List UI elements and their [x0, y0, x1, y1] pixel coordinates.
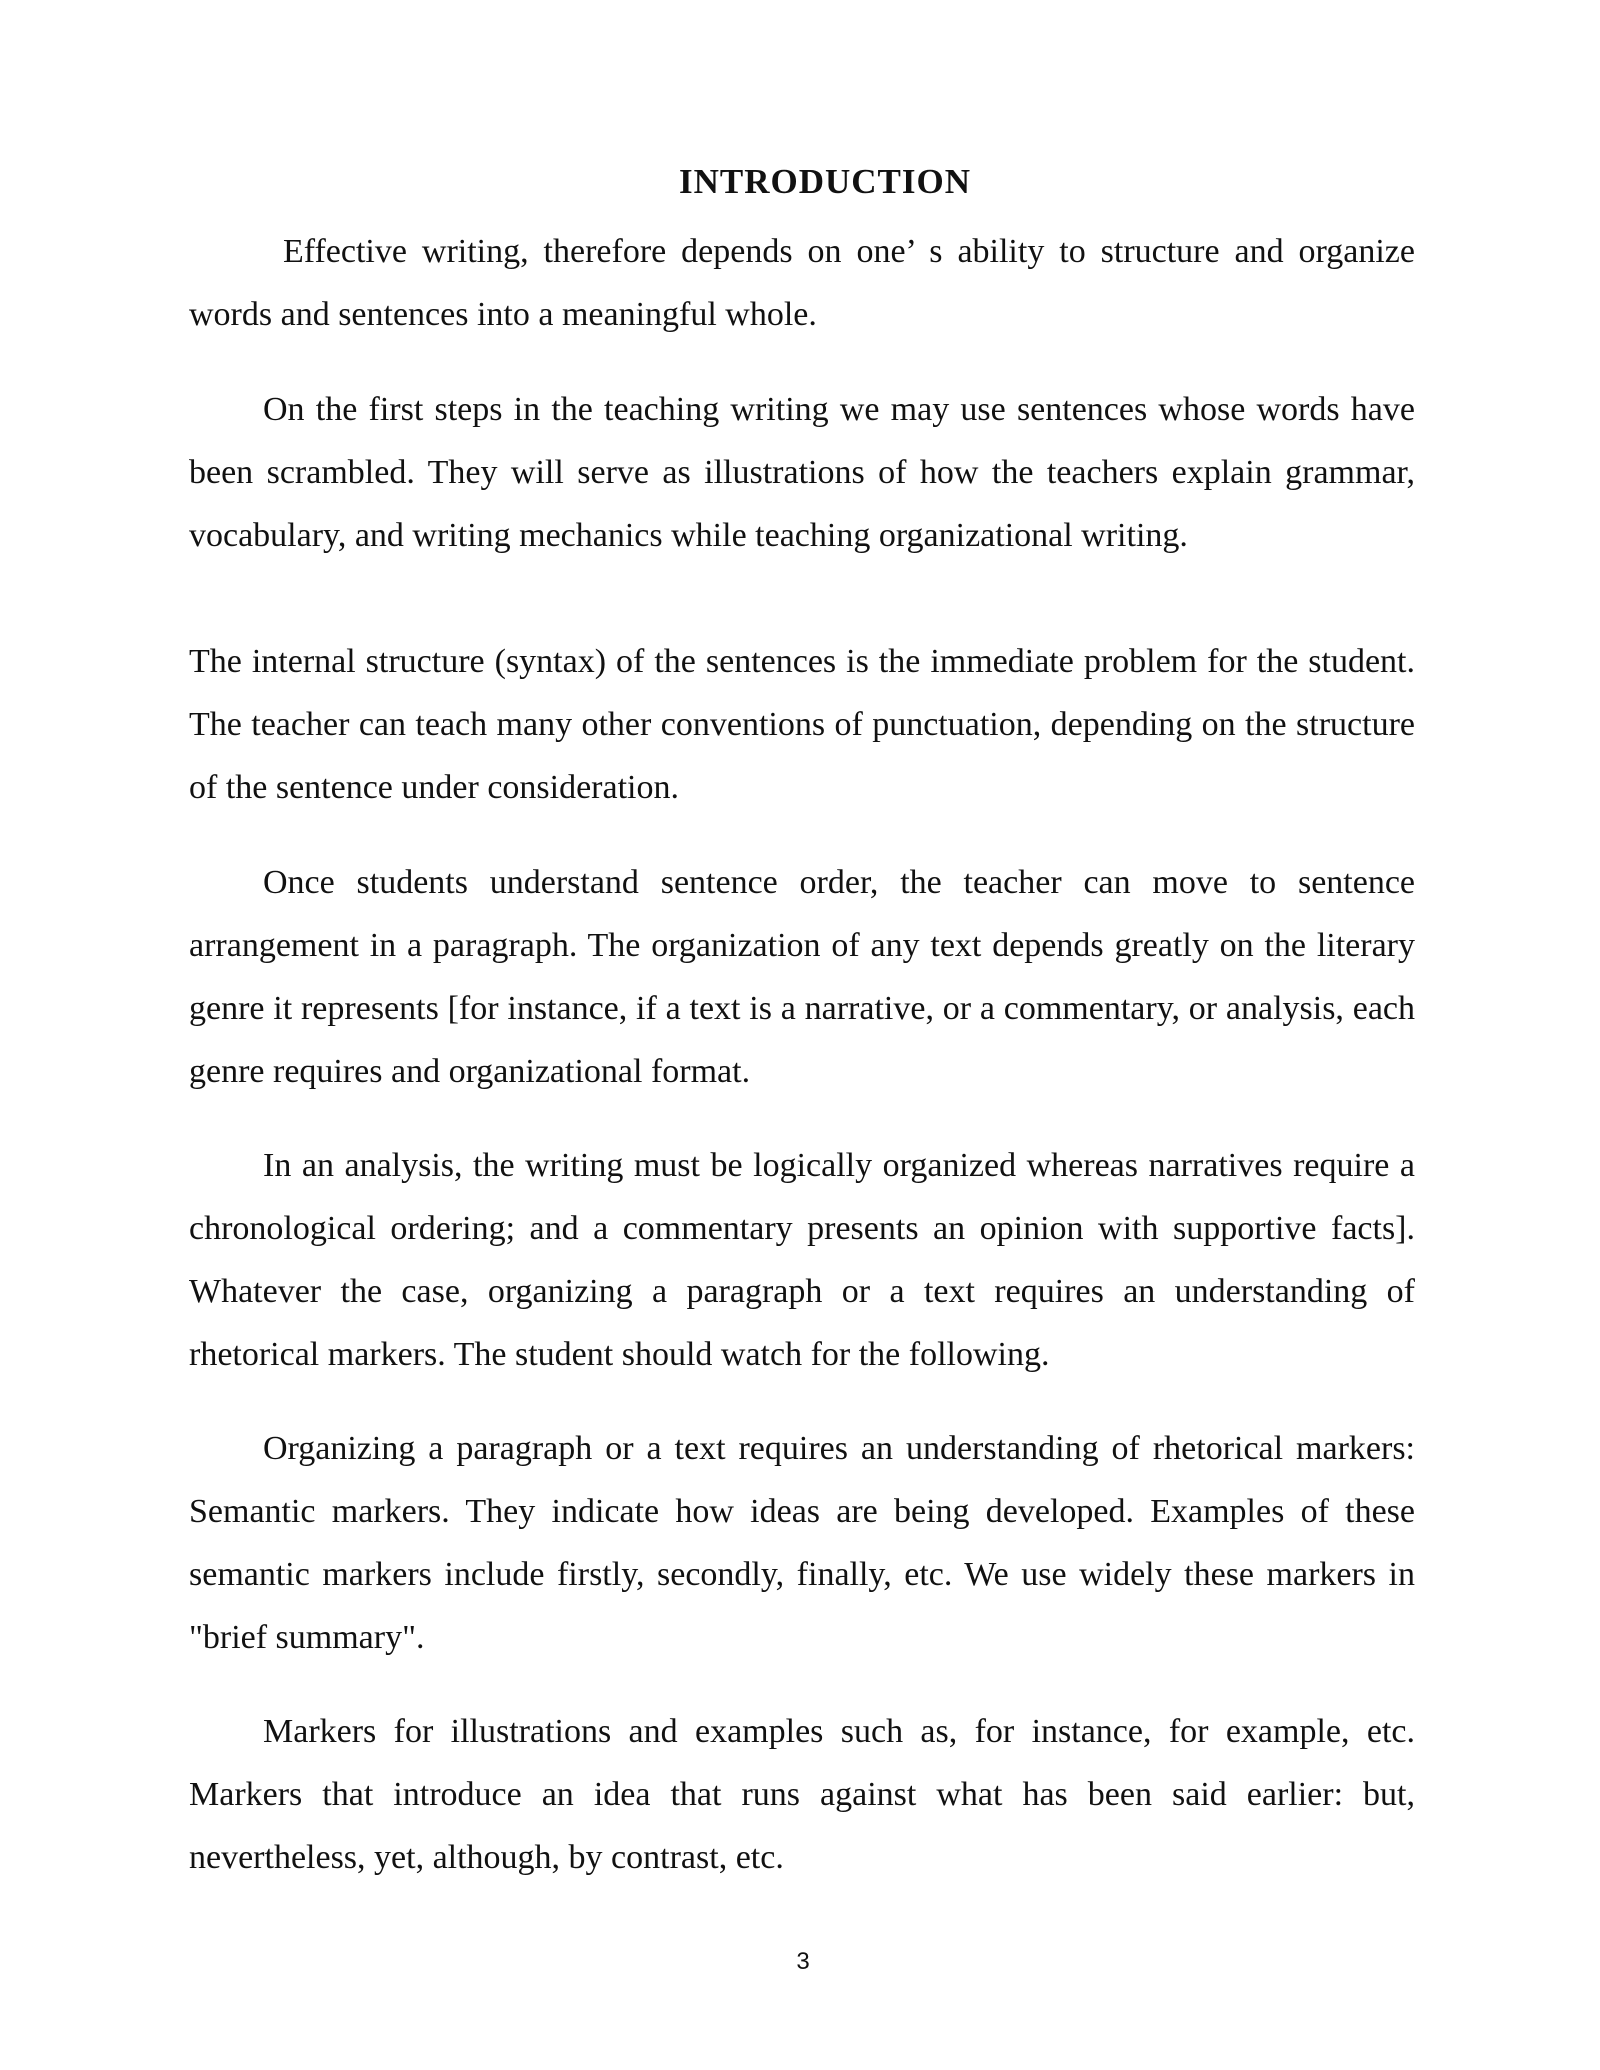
paragraph-text: Once students understand sentence order, the teacher can move to sentence arrangement in a paragraph. The organization of any text depends greatly on the literary genre it represents [for instance, if a text is a narrative, or a commentary, or analysis, each genre requires and organizational format. — [189, 864, 1415, 1090]
page-number: 3 — [796, 1948, 810, 1975]
paragraph-sentence-order — [189, 851, 1415, 1103]
paragraph-text: Markers for illustrations and examples such as, for instance, for example, etc. Markers that introduce an idea that runs against what has been said earlier: but, nevertheless, yet, although, by contrast, etc. — [189, 1713, 1415, 1876]
paragraph-text: Effective writing, therefore depends on one’ s ability to structure and organize words and sentences into a meaningful whole. — [189, 233, 1415, 333]
paragraph-analysis — [189, 1134, 1415, 1386]
paragraph-text: In an analysis, the writing must be logically organized whereas narratives require a chronological ordering; and a commentary presents an opinion with supportive facts]. Whatever the case, organizing a paragraph or a text requires an understanding of rhetorical markers. The student should watch for the following. — [189, 1147, 1415, 1373]
paragraph-text: Organizing a paragraph or a text requires an understanding of rhetorical markers: Semantic markers. They indicate how ideas are being developed. Examples of these semantic markers include firstly, secondly, finally, etc. We use widely these markers in "brief summary". — [189, 1430, 1415, 1656]
paragraph-rhetorical-markers — [189, 1417, 1415, 1669]
page-title: INTRODUCTION — [678, 162, 972, 201]
paragraph-text: The internal structure (syntax) of the sentences is the immediate problem for the student. The teacher can teach many other conventions of punctuation, depending on the structure of the sentence under consideration. — [189, 643, 1415, 806]
paragraph-internal-structure — [189, 630, 1415, 819]
paragraph-effective-writing — [189, 220, 1415, 346]
paragraph-illustration-markers — [189, 1700, 1415, 1889]
paragraph-text: On the first steps in the teaching writing we may use sentences whose words have been scrambled. They will serve as illustrations of how the teachers explain grammar, vocabulary, and writing mechanics while teaching organizational writing. — [189, 391, 1415, 554]
paragraph-first-steps — [189, 378, 1415, 567]
